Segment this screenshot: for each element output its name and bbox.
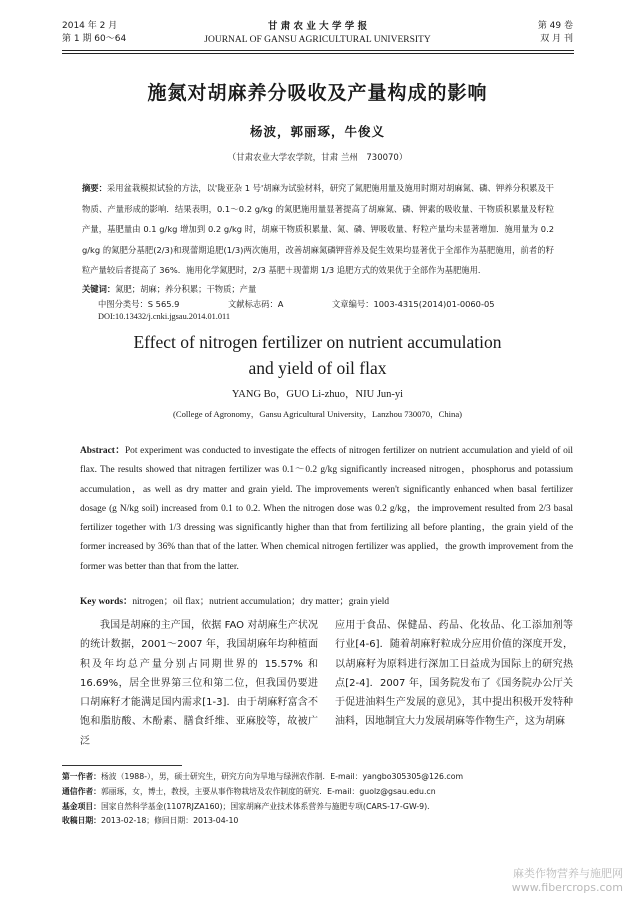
keywords-en-text: nitrogen；oil flax；nutrient accumulation；dry matter；grain yield	[132, 597, 390, 607]
issue-pages: 第 1 期 60～64	[62, 34, 127, 44]
paper-title-en	[0, 329, 635, 381]
issue-date: 2014 年 2 月	[62, 21, 118, 31]
keywords-en-label: Key words：	[80, 597, 133, 607]
abstract-zh-label: 摘要：	[82, 183, 107, 193]
header-rule	[62, 50, 574, 51]
affiliation-en: (College of Agronomy，Gansu Agricultural University，Lanzhou 730070，China)	[172, 409, 463, 419]
body-column-right: 应用于食品、保健品、药品、化妆品、化工添加剂等行业[4-6]．随着胡麻籽粒成分应用价值的深度开发，以胡麻籽为原料进行深加工日益成为国际上的研究热点[2-4]．2007 年，国务院发布了《国务院办公厅关于促进油料生产发展的意见》，其中提出积极开发特种油料，因地制宜大力发展胡麻等作物生产，这为胡麻	[335, 620, 573, 728]
footnote-first-author: 第一作者：杨波（1988-），男，硕士研究生，研究方向为旱地与绿洲农作制．E-mail：yangbo305305@126.com	[62, 772, 464, 781]
abstract-zh	[82, 178, 554, 281]
authors-en: YANG Bo，GUO Li-zhuo，NIU Jun-yi	[231, 389, 404, 400]
affiliation-zh: （甘肃农业大学农学院，甘肃 兰州 730070）	[227, 153, 408, 163]
abstract-en-text: Pot experiment was conducted to investigate the effects of nitrogen fertilizer on nutrient accumulation and yield of oil flax. The results showed that nitragen fertilizer was 0.1～0.2 g/kg significantly increased nitrogen，phosphorus and potassium accumulation，as well as dry matter and grain yield. The improvements weren't significantly enhanced when basal fertilizer dosage (g N/kg soil) increased from 0.1 to 0.2. When the nitrogen dose was 0.2 g/kg，the improvement resulted from 2/3 basal fertilizer together with 1/3 dressing was significantly higher than that from fertilizing all before planting，the grain yield of the former increased by 36% than that of the latter. When chemical nitrogen fertilizer was applied，the growth improvement from the former was better than that from the latter.	[80, 446, 574, 572]
abstract-zh-text: 采用盆栽模拟试验的方法，以'陇亚杂 1 号'胡麻为试验材料，研究了氮肥施用量及施用时期对胡麻氮、磷、钾养分积累及干物质、产量形成的影响．结果表明，0.1～0.2 g/kg 的氮肥施用量显著提高了胡麻氮、磷、钾素的吸收量、干物质积累量及籽粒产量，基肥量由 0.1 g/kg 增加到 0.2 g/kg 时，胡麻干物质积累量、氮、磷、钾吸收量、籽粒产量均未显著增加．施用量为 0.2 g/kg 的氮肥分基肥(2/3)和现蕾期追肥(1/3)两次施用，改善胡麻氮磷钾营养及促生效果均显著优于全部作为基肥施用，前者的籽粒产量较后者提高了 36%．施用化学氮肥时，2/3 基肥＋现蕾期 1/3 追肥方式的效果优于全部作为基肥施用．	[82, 183, 554, 275]
watermark-line1: 麻类作物营养与施肥网	[513, 867, 623, 880]
keywords-en	[80, 594, 573, 610]
paper-title-zh: 施氮对胡麻养分吸收及产量构成的影响	[147, 82, 488, 104]
article-number: 文章编号：1003-4315(2014)01-0060-05	[332, 299, 495, 309]
volume: 第 49 卷	[537, 21, 573, 31]
header-rule-thin	[62, 53, 574, 54]
doi: DOI:10.13432/j.cnki.jgsau.2014.01.011	[98, 312, 230, 321]
footnote-dates: 收稿日期：2013-02-18；修回日期：2013-04-10	[62, 816, 239, 826]
abstract-en	[80, 442, 573, 577]
footnote-corresponding-author: 通信作者：郭丽琢，女，博士，教授，主要从事作物栽培及农作制度的研究．E-mail：guolz@gsau.edu.cn	[62, 786, 436, 796]
authors-zh: 杨波，郭丽琢，牛俊义	[249, 124, 385, 139]
paper-title-en-line2: and yield of oil flax	[248, 358, 387, 378]
watermark-line2: www.fibercrops.com	[511, 881, 623, 894]
footnote-rule	[62, 765, 182, 766]
body-column-left: 我国是胡麻的主产国，依据 FAO 对胡麻生产状况的统计数据，2001～2007 年，我国胡麻年均种植面积及年均总产量分别占同期世界的 15.57% 和 16.69%，居全世界第三位和第二位，但我国仍要进口胡麻籽才能满足国内需求[1-3]．由于胡麻籽富含不饱和脂肪酸、木酚素、膳食纤维、亚麻胶等，故被广泛	[80, 620, 318, 747]
keywords-zh-label: 关键词：	[82, 284, 116, 294]
frequency: 双 月 刊	[540, 34, 573, 44]
keywords-zh-text: 氮肥；胡麻；养分积累；干物质；产量	[115, 284, 257, 294]
document-code: 文献标志码：A	[228, 299, 284, 309]
footnotes	[62, 770, 574, 829]
keywords-zh	[82, 282, 554, 297]
paper-title-en-line1: Effect of nitrogen fertilizer on nutrient accumulation	[133, 332, 502, 352]
site-watermark	[512, 867, 623, 895]
journal-name-zh: 甘 肃 农 业 大 学 学 报	[267, 21, 368, 32]
abstract-en-label: Abstract：	[80, 446, 125, 456]
footnote-funding: 基金项目：国家自然科学基金(1107RJZA160)；国家胡麻产业技术体系营养与施肥专项(CARS-17-GW-9)．	[62, 801, 435, 811]
journal-name-en: JOURNAL OF GANSU AGRICULTURAL UNIVERSITY	[204, 35, 431, 45]
clc-number: 中图分类号：S 565.9	[98, 299, 180, 309]
